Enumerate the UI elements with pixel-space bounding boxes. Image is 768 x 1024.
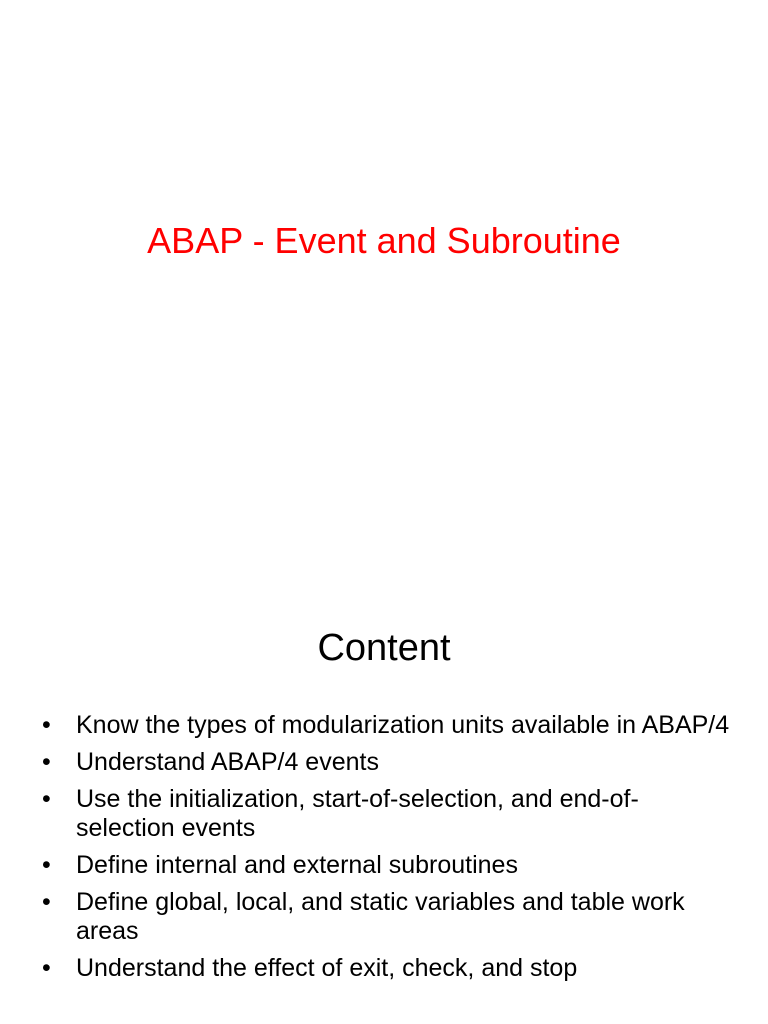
bullet-text: Understand ABAP/4 events [76, 748, 379, 776]
slide-title: ABAP - Event and Subroutine [147, 220, 621, 261]
bullet-text: Use the initialization, start-of-selection, and end-of-selection events [76, 785, 639, 842]
bullet-icon: • [42, 785, 51, 813]
bullet-icon: • [42, 851, 51, 879]
bullet-item [42, 888, 732, 946]
bullet-item [42, 851, 732, 880]
bullet-icon: • [42, 888, 51, 916]
bullet-list [42, 711, 732, 991]
bullet-item [42, 711, 732, 740]
bullet-item [42, 785, 732, 843]
bullet-text: Define global, local, and static variables and table work areas [76, 888, 685, 945]
content-slide [0, 576, 768, 1024]
bullet-icon: • [42, 954, 51, 982]
bullet-item [42, 954, 732, 983]
bullet-text: Know the types of modularization units available in ABAP/4 [76, 711, 730, 739]
content-heading: Content [317, 627, 451, 669]
bullet-icon: • [42, 711, 51, 739]
bullet-item [42, 748, 732, 777]
bullet-icon: • [42, 748, 51, 776]
bullet-text: Define internal and external subroutines [76, 851, 518, 879]
bullet-text: Understand the effect of exit, check, and stop [76, 954, 578, 982]
